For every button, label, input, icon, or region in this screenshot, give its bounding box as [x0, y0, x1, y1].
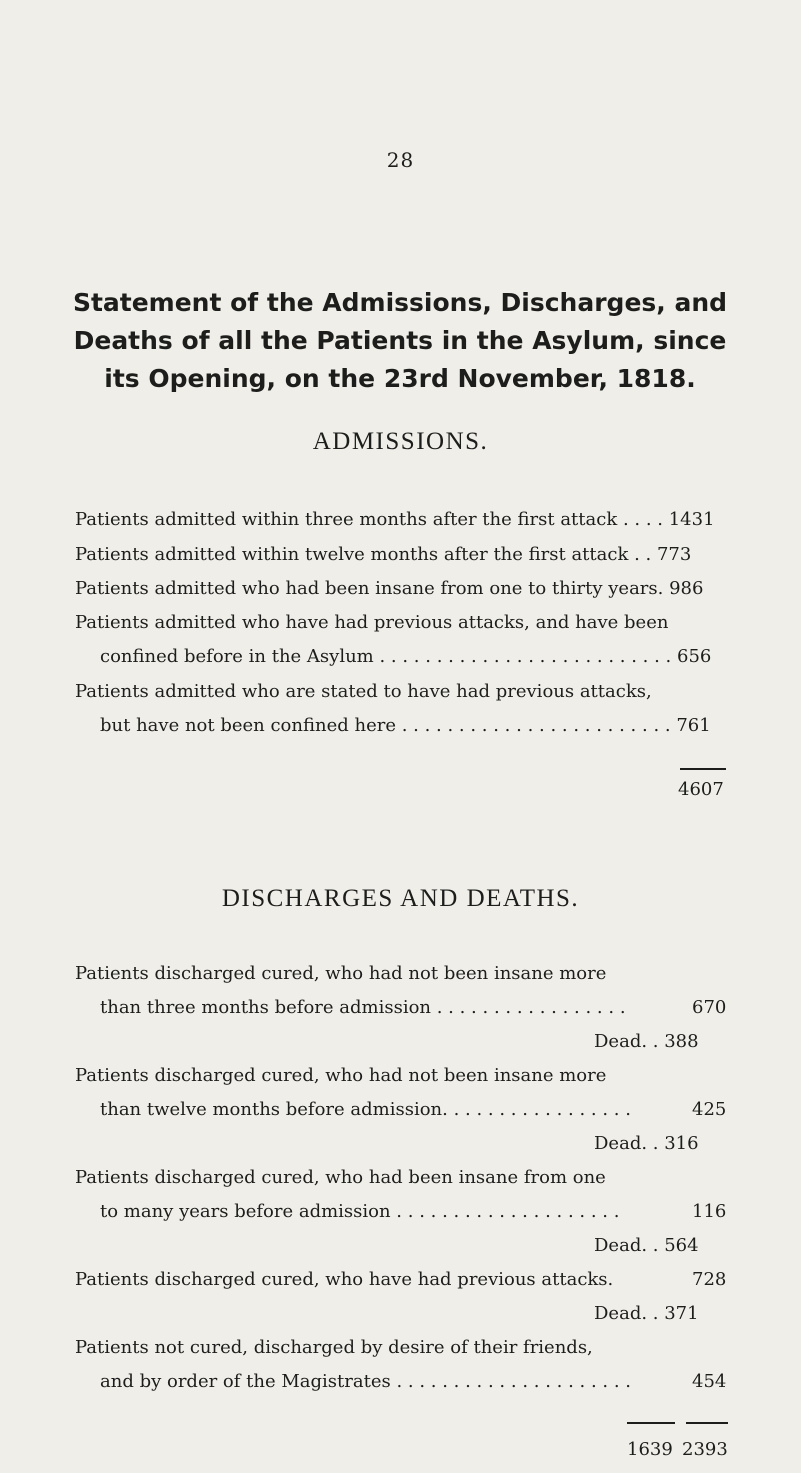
- discharges-line: Patients discharged cured, who have had previous attacks.: [75, 1269, 614, 1290]
- discharges-total: 2393: [682, 1439, 728, 1460]
- admissions-line: but have not been confined here . . . . . . . . . . . . . . . . . . . . . . . . 761: [100, 715, 711, 736]
- discharges-line: than three months before admission . . . . . . . . . . . . . . . . .: [100, 997, 626, 1018]
- admissions-line: Patients admitted who had been insane from one to thirty years. 986: [75, 578, 704, 599]
- admissions-line: Patients admitted within three months after the first attack . . . . 1431: [75, 509, 715, 530]
- discharge-value: 670: [692, 997, 727, 1018]
- discharge-value: 454: [692, 1371, 727, 1392]
- discharges-total-rule: [686, 1422, 728, 1424]
- discharges-line: Patients discharged cured, who had not been insane more: [75, 963, 607, 984]
- admissions-line: Patients admitted within twelve months after the first attack . . 773: [75, 544, 692, 565]
- discharges-line: Patients discharged cured, who had been insane from one: [75, 1167, 606, 1188]
- discharges-line: to many years before admission . . . . . . . . . . . . . . . . . . . .: [100, 1201, 620, 1222]
- admissions-total: 4607: [678, 779, 724, 800]
- dead-entry: Dead. . 564: [594, 1235, 699, 1256]
- dead-total: 1639: [627, 1439, 673, 1460]
- discharges-line: than twelve months before admission. . . . . . . . . . . . . . . . .: [100, 1099, 631, 1120]
- dead-entry: Dead. . 388: [594, 1031, 699, 1052]
- discharges-heading: DISCHARGES AND DEATHS.: [221, 885, 580, 912]
- admissions-line: confined before in the Asylum . . . . . . . . . . . . . . . . . . . . . . . . . . 656: [100, 646, 712, 667]
- page-number: 28: [386, 148, 415, 172]
- discharge-value: 728: [692, 1269, 727, 1290]
- admissions-line: Patients admitted who are stated to have had previous attacks,: [75, 681, 652, 702]
- admissions-total-rule: [680, 768, 726, 770]
- discharge-value: 116: [692, 1201, 727, 1222]
- dead-entry: Dead. . 371: [594, 1303, 699, 1324]
- dead-entry: Dead. . 316: [594, 1133, 699, 1154]
- document-title: Statement of the Admissions, Discharges, and Deaths of all the Patients in the Asylum, since its Opening, on the 23rd November, 1818.: [72, 288, 728, 393]
- admissions-heading: ADMISSIONS.: [312, 428, 489, 455]
- discharges-line: and by order of the Magistrates . . . . . . . . . . . . . . . . . . . . .: [100, 1371, 632, 1392]
- admissions-line: Patients admitted who have had previous attacks, and have been: [75, 612, 669, 633]
- discharges-line: Patients not cured, discharged by desire of their friends,: [75, 1337, 593, 1358]
- discharges-line: Patients discharged cured, who had not been insane more: [75, 1065, 607, 1086]
- dead-total-rule: [627, 1422, 675, 1424]
- discharge-value: 425: [692, 1099, 727, 1120]
